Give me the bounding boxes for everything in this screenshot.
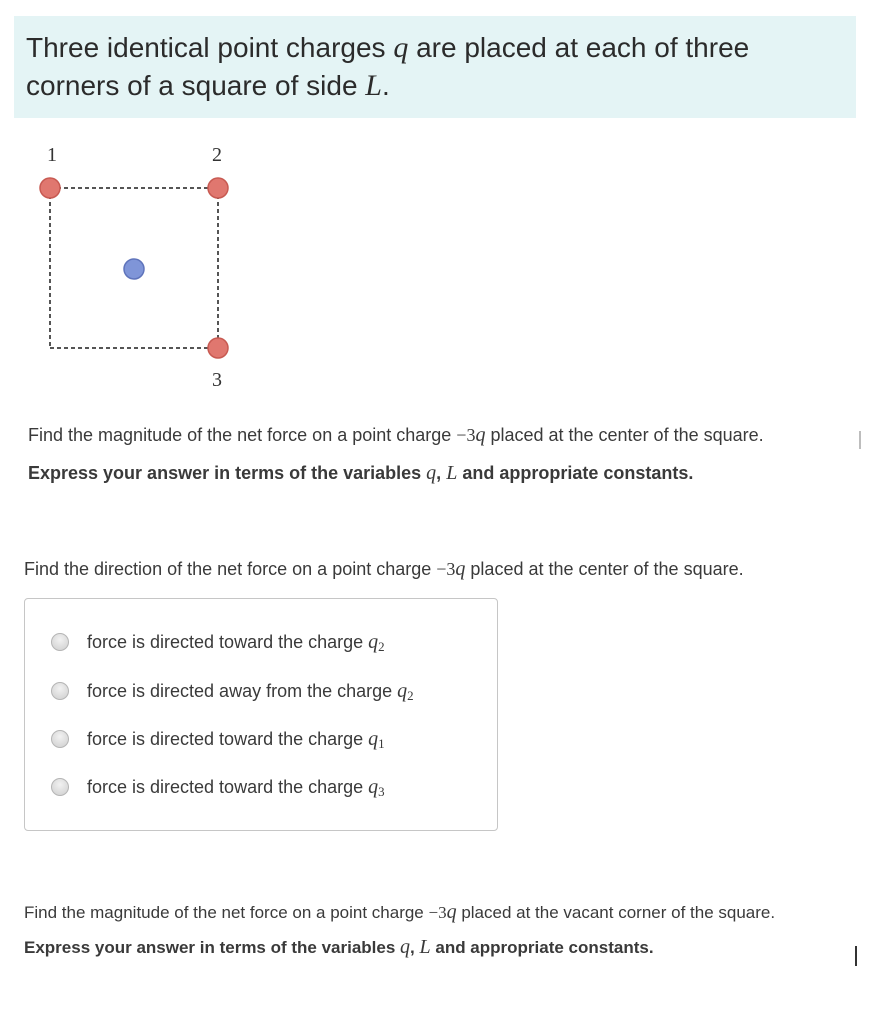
part-a-minus: − — [456, 425, 467, 445]
option-sub: 1 — [378, 735, 385, 751]
radio-button[interactable] — [51, 633, 69, 651]
intro-var-L: L — [365, 69, 382, 102]
option-sub: 2 — [378, 638, 385, 654]
option-text: force is directed away from the charge — [87, 680, 398, 701]
part-b-var: q — [455, 558, 466, 580]
charge-1 — [40, 178, 60, 198]
radio-button[interactable] — [51, 682, 69, 700]
radio-button[interactable] — [51, 730, 69, 748]
option-toward-q2[interactable] — [51, 629, 385, 655]
charge-2 — [208, 178, 228, 198]
problem-intro — [14, 16, 856, 118]
option-text: force is directed toward the charge — [87, 776, 369, 797]
part-c-instr-end: and appropriate constants. — [430, 938, 654, 957]
text-cursor-edge — [859, 431, 861, 449]
option-label — [87, 776, 385, 799]
part-c-minus: − — [428, 903, 439, 922]
part-c-var: q — [446, 901, 457, 923]
label-charge-1: 1 — [47, 144, 57, 166]
part-b-minus: − — [436, 559, 447, 579]
part-c-text-end: placed at the vacant corner of the square. — [456, 903, 776, 922]
option-var: q — [397, 679, 408, 702]
direction-options — [24, 598, 498, 831]
part-a-var: q — [475, 424, 486, 446]
test-charge — [124, 259, 144, 279]
part-c-instr-L: L — [419, 936, 431, 958]
option-label — [87, 631, 385, 654]
part-c-text: Find the magnitude of the net force on a point charge — [24, 903, 429, 922]
part-a-coef: 3 — [466, 425, 476, 445]
part-a-instr-text: Express your answer in terms of the variables — [28, 463, 427, 483]
part-b-prompt — [24, 558, 744, 581]
option-var: q — [368, 630, 379, 653]
part-a-instr-L: L — [446, 462, 458, 484]
part-b-text: Find the direction of the net force on a point charge — [24, 559, 437, 579]
intro-text-end: . — [381, 70, 390, 101]
option-var: q — [368, 775, 379, 798]
intro-text: Three identical point charges — [26, 32, 394, 63]
label-charge-2: 2 — [212, 144, 222, 166]
option-sub: 3 — [378, 783, 385, 799]
intro-text-mid: are placed at each of three corners of a square of side — [26, 32, 750, 101]
part-a-instruction — [28, 462, 693, 485]
part-a-prompt — [28, 424, 764, 447]
part-b-text-end: placed at the center of the square. — [465, 559, 744, 579]
part-c-instr-text: Express your answer in terms of the variables — [24, 938, 401, 957]
option-var: q — [368, 727, 379, 750]
part-a-instr-q: q — [426, 462, 437, 484]
part-c-instr-q: q — [400, 936, 411, 958]
option-label — [87, 728, 385, 751]
option-toward-q1[interactable] — [51, 726, 385, 752]
option-text: force is directed toward the charge — [87, 631, 369, 652]
option-text: force is directed toward the charge — [87, 728, 369, 749]
part-a-text-end: placed at the center of the square. — [485, 425, 764, 445]
part-c-coef: 3 — [438, 903, 447, 922]
part-b-coef: 3 — [446, 559, 456, 579]
option-away-q2[interactable] — [51, 678, 414, 704]
radio-button[interactable] — [51, 778, 69, 796]
option-label — [87, 680, 414, 703]
part-a-text: Find the magnitude of the net force on a point charge — [28, 425, 457, 445]
part-c-instruction — [24, 936, 654, 959]
part-a-instr-end: and appropriate constants. — [457, 463, 694, 483]
text-cursor — [855, 946, 857, 966]
intro-var-q: q — [393, 31, 409, 64]
square-diagram — [20, 136, 260, 396]
option-sub: 2 — [407, 687, 414, 703]
option-toward-q3[interactable] — [51, 774, 385, 800]
part-a-instr-comma: , — [436, 463, 442, 483]
part-c-prompt — [24, 901, 775, 924]
charge-3 — [208, 338, 228, 358]
charge-square-figure — [20, 136, 260, 396]
part-c-instr-comma: , — [410, 938, 415, 957]
label-charge-3: 3 — [212, 369, 222, 391]
